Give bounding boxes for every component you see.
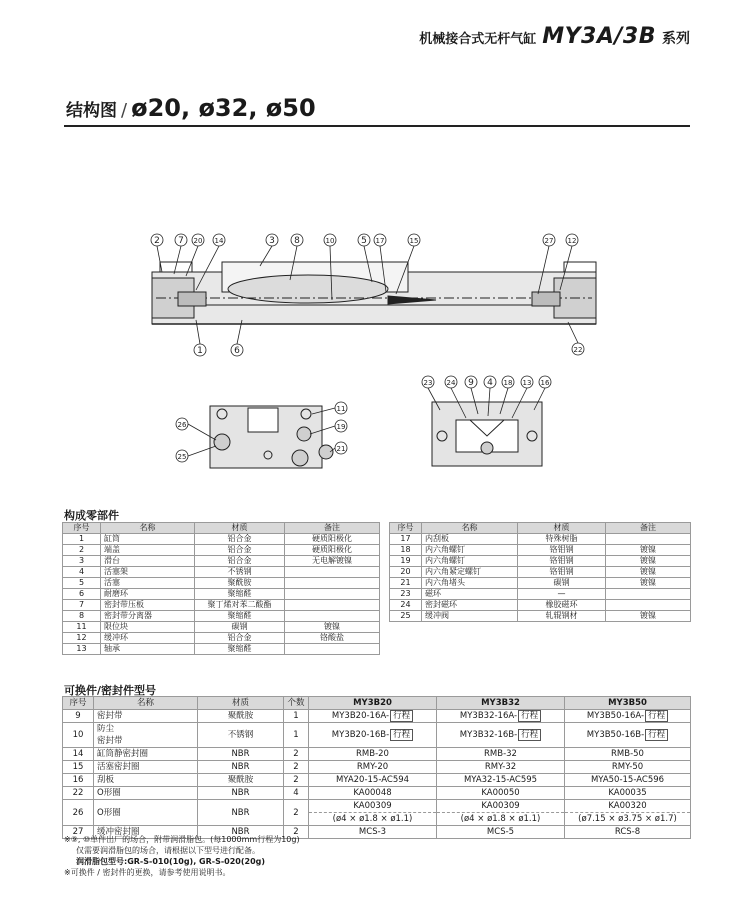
cushion-left-shape [178,292,206,306]
stroke-tag: 行程 [390,729,413,741]
repl-material: NBR [198,787,284,800]
parts-header-name: 名称 [101,523,195,534]
repl-model-code: KA00050 [481,788,520,798]
repl-model-32 [437,774,565,787]
repl-name: 活塞密封圈 [94,761,198,774]
table-row [63,644,380,655]
table-row [63,545,380,556]
part-material: 铝合金 [195,633,285,644]
repl-material: NBR [198,826,284,839]
repl-header-my3b20: MY3B20 [309,697,437,710]
page-header [419,24,690,49]
repl-model-50 [565,800,691,813]
piston-shape [228,275,388,303]
repl-no: 16 [63,774,94,787]
part-material: 铬钼钢 [518,545,606,556]
repl-name: O形圈 [94,800,198,826]
header-series: 系列 [662,31,690,47]
replacement-table [62,696,691,839]
svg-text:8: 8 [294,236,300,246]
table-row [63,611,380,622]
parts-header-note: 备注 [606,523,691,534]
part-no: 24 [390,600,422,611]
repl-model-32 [437,787,565,800]
parts-header-material: 材质 [195,523,285,534]
repl-model-20 [309,787,437,800]
note-4: ※可换件 / 密封件的更换，请参考使用说明书。 [64,868,231,877]
repl-model-50 [565,826,691,839]
note-3-label: 润滑脂包型号: [76,857,128,866]
repl-no: 10 [63,723,94,748]
repl-model-code: KA00309 [481,801,520,811]
repl-header-material: 材质 [198,697,284,710]
svg-text:25: 25 [177,453,187,461]
table-row [63,748,691,761]
part-no: 17 [390,534,422,545]
part-note: 镀镍 [606,556,691,567]
part-no: 11 [63,622,101,633]
part-name: 密封磁环 [422,600,518,611]
footnotes [64,834,300,878]
table-row [63,622,380,633]
part-material: 聚缩醛 [195,589,285,600]
part-note: 镀镍 [606,545,691,556]
svg-text:14: 14 [214,237,224,245]
repl-material: NBR [198,800,284,826]
repl-model-code: MCS-3 [358,827,387,837]
part-material: 聚缩醛 [195,611,285,622]
stroke-tag: 行程 [645,710,668,722]
parts-table-right [389,522,691,622]
svg-text:15: 15 [409,237,419,245]
repl-model-code: MYA20-15-AC594 [335,775,410,785]
note-3 [64,856,300,867]
svg-text:7: 7 [178,236,184,246]
repl-dimension-20: (ø4 × ø1.8 × ø1.1) [309,813,437,826]
svg-text:4: 4 [487,378,493,388]
table-row [63,567,380,578]
repl-no: 14 [63,748,94,761]
repl-header-name: 名称 [94,697,198,710]
table-row [63,800,691,813]
parts-header-note: 备注 [285,523,380,534]
parts-table-title: 构成零部件 [64,509,119,522]
cushion-right-shape [532,292,560,306]
part-no: 19 [390,556,422,567]
part-material: 聚酰胺 [195,578,285,589]
repl-model-code: MY3B32-16B- [459,730,518,740]
part-note: 硬质阳极化 [285,545,380,556]
table-row [63,589,380,600]
table-row [390,578,691,589]
repl-model-20 [309,774,437,787]
repl-model-20 [309,826,437,839]
part-name: 耐磨环 [101,589,195,600]
part-material: — [518,589,606,600]
repl-model-code: KA00035 [608,788,647,798]
part-no: 6 [63,589,101,600]
part-note [285,611,380,622]
repl-model-code: KA00320 [608,801,647,811]
repl-header-qty: 个数 [284,697,309,710]
part-material: 碳钢 [195,622,285,633]
part-name: 磁环 [422,589,518,600]
repl-dimension-32: (ø4 × ø1.8 × ø1.1) [437,813,565,826]
table-row [63,761,691,774]
repl-no: 22 [63,787,94,800]
repl-name: 刮板 [94,774,198,787]
header-model: MY3A/3B [542,24,656,49]
callout-23 [422,376,440,410]
table-row [390,589,691,600]
part-name: 内刮板 [422,534,518,545]
table-row [63,556,380,567]
svg-text:9: 9 [468,378,474,388]
part-no: 7 [63,600,101,611]
table-row [63,578,380,589]
part-note: 镀镍 [285,622,380,633]
repl-model-20 [309,710,437,723]
svg-text:5: 5 [361,236,367,246]
section-title [66,94,316,122]
part-note [606,534,691,545]
repl-model-32 [437,826,565,839]
repl-qty: 2 [284,761,309,774]
repl-model-code: RMB-20 [356,749,389,759]
repl-model-code: MY3B32-16A- [459,711,518,721]
svg-text:16: 16 [540,379,550,387]
part-name: 内六角螺钉 [422,556,518,567]
svg-text:24: 24 [446,379,456,387]
part-note: 镀镍 [606,611,691,622]
svg-text:13: 13 [522,379,532,387]
part-name: 密封带压板 [101,600,195,611]
part-name: 缓冲环 [101,633,195,644]
table-row [390,567,691,578]
part-note [285,644,380,655]
section-title-sep: / [121,100,128,121]
svg-text:10: 10 [325,237,335,245]
part-no: 12 [63,633,101,644]
part-note [285,567,380,578]
part-material: 铬钼钢 [518,556,606,567]
replacement-table-title: 可换件/密封件型号 [64,684,157,697]
table-row [63,723,691,748]
part-material: 不锈钢 [195,567,285,578]
svg-text:22: 22 [573,346,583,354]
part-name: 缸筒 [101,534,195,545]
parts-table-left [62,522,380,655]
svg-text:27: 27 [544,237,554,245]
end-view-left [210,406,333,468]
repl-model-20 [309,723,437,748]
repl-model-code: KA00309 [353,801,392,811]
repl-qty: 2 [284,826,309,839]
part-no: 13 [63,644,101,655]
repl-qty: 4 [284,787,309,800]
repl-name: 缸筒静密封圈 [94,748,198,761]
svg-text:26: 26 [177,421,187,429]
repl-qty: 2 [284,748,309,761]
repl-dimension-50: (ø7.15 × ø3.75 × ø1.7) [565,813,691,826]
parts-header-material: 材质 [518,523,606,534]
repl-qty: 2 [284,800,309,826]
repl-model-50 [565,723,691,748]
callout-22 [568,322,584,355]
repl-model-32 [437,800,565,813]
callout-3 [260,234,278,266]
part-name: 密封带分离器 [101,611,195,622]
part-no: 4 [63,567,101,578]
repl-model-code: MY3B50-16A- [586,711,645,721]
part-material: 轧辊钢材 [518,611,606,622]
note-3-value: GR-S-010(10g), GR-S-020(20g) [127,857,266,866]
repl-model-code: MYA50-15-AC596 [590,775,665,785]
table-row [390,545,691,556]
part-material: 铝合金 [195,545,285,556]
section-title-text: 结构图 [66,101,117,121]
repl-model-50 [565,761,691,774]
section-rule [64,125,690,127]
table-row [390,556,691,567]
part-no: 3 [63,556,101,567]
section-title-sizes: ø20, ø32, ø50 [131,94,316,122]
repl-header-my3b32: MY3B32 [437,697,565,710]
repl-model-32 [437,710,565,723]
repl-no: 27 [63,826,94,839]
part-name: 端盖 [101,545,195,556]
part-note [285,578,380,589]
part-name: 活塞 [101,578,195,589]
repl-material: 不锈钢 [198,723,284,748]
part-no: 18 [390,545,422,556]
repl-model-code: RCS-8 [614,827,641,837]
repl-model-code: RMB-50 [611,749,644,759]
part-note: 镀镍 [606,578,691,589]
part-note: 硬质阳极化 [285,534,380,545]
repl-qty: 2 [284,774,309,787]
repl-material: 聚酰胺 [198,774,284,787]
repl-model-20 [309,800,437,813]
table-row [390,600,691,611]
part-material: 聚缩醛 [195,644,285,655]
repl-model-code: MY3B20-16A- [331,711,390,721]
part-name: 限位块 [101,622,195,633]
part-note: 镀镍 [606,567,691,578]
repl-model-20 [309,761,437,774]
callout-6 [231,320,243,356]
right-top-block [564,262,596,272]
parts-header-no: 序号 [390,523,422,534]
table-row [63,710,691,723]
svg-text:20: 20 [193,237,203,245]
repl-model-code: MCS-5 [486,827,515,837]
repl-model-code: MY3B20-16B- [331,730,390,740]
repl-qty: 1 [284,710,309,723]
repl-material: 聚酰胺 [198,710,284,723]
repl-model-code: RMY-32 [484,762,517,772]
repl-model-50 [565,774,691,787]
table-row [63,600,380,611]
svg-text:19: 19 [336,423,346,431]
repl-model-32 [437,761,565,774]
note-1: ※⑨, ⑩单件出厂的场合，附带润滑脂包。(每1000mm行程为10g) [64,835,300,844]
part-material: 铬钼钢 [518,567,606,578]
part-material: 铝合金 [195,556,285,567]
table-row [390,534,691,545]
part-note: 无电解镀镍 [285,556,380,567]
repl-material: NBR [198,761,284,774]
structure-drawing [0,130,750,500]
svg-text:1: 1 [197,346,203,356]
svg-text:21: 21 [336,445,346,453]
part-note [606,589,691,600]
callout-2 [151,234,163,272]
svg-text:2: 2 [154,236,160,246]
part-material: 特殊树脂 [518,534,606,545]
repl-material: NBR [198,748,284,761]
part-no: 1 [63,534,101,545]
part-note [285,589,380,600]
part-material: 聚丁烯对苯二酸酯 [195,600,285,611]
repl-model-32 [437,723,565,748]
repl-name: O形圈 [94,787,198,800]
part-name: 内六角紧定螺钉 [422,567,518,578]
repl-model-code: MYA32-15-AC595 [463,775,538,785]
callout-20 [186,234,204,276]
repl-name: 缓冲密封圈 [94,826,198,839]
repl-qty: 1 [284,723,309,748]
part-material: 橡胶磁环 [518,600,606,611]
callout-1 [194,320,206,356]
stroke-tag: 行程 [645,729,668,741]
main-section-view [152,262,596,324]
stroke-tag: 行程 [390,710,413,722]
part-name: 轴承 [101,644,195,655]
part-note [606,600,691,611]
part-no: 2 [63,545,101,556]
repl-model-32 [437,748,565,761]
repl-model-code: MY3B50-16B- [586,730,645,740]
part-name: 滑台 [101,556,195,567]
svg-text:3: 3 [269,236,275,246]
part-no: 23 [390,589,422,600]
part-note [285,600,380,611]
end-view-right [432,402,542,466]
part-no: 5 [63,578,101,589]
repl-no: 15 [63,761,94,774]
part-note: 铬酸盐 [285,633,380,644]
repl-no: 26 [63,800,94,826]
table-row [63,774,691,787]
part-no: 8 [63,611,101,622]
part-material: 铝合金 [195,534,285,545]
repl-model-code: RMY-20 [356,762,389,772]
part-name: 内六角堵头 [422,578,518,589]
repl-model-20 [309,748,437,761]
repl-no: 9 [63,710,94,723]
table-row [63,633,380,644]
part-name: 缓冲阀 [422,611,518,622]
svg-text:23: 23 [423,379,433,387]
header-title: 机械接合式无杆气缸 [419,32,537,47]
repl-name: 密封带 [94,710,198,723]
part-material: 碳钢 [518,578,606,589]
repl-model-code: KA00048 [353,788,392,798]
svg-text:11: 11 [336,405,346,413]
repl-header-my3b50: MY3B50 [565,697,691,710]
part-name: 内六角螺钉 [422,545,518,556]
stroke-tag: 行程 [518,729,541,741]
part-name: 活塞架 [101,567,195,578]
table-row [63,787,691,800]
part-no: 20 [390,567,422,578]
stroke-tag: 行程 [518,710,541,722]
svg-text:18: 18 [503,379,513,387]
note-2: 仅需要润滑脂包的场合，请根据以下型号进行配备。 [76,846,260,855]
repl-name: 防尘 密封带 [94,723,198,748]
part-no: 21 [390,578,422,589]
repl-header-no: 序号 [63,697,94,710]
table-row [390,611,691,622]
repl-model-50 [565,748,691,761]
parts-header-name: 名称 [422,523,518,534]
svg-text:6: 6 [234,346,240,356]
svg-text:12: 12 [567,237,577,245]
parts-header-no: 序号 [63,523,101,534]
end-view-left-slot [248,408,278,432]
table-row [63,534,380,545]
repl-model-code: RMY-50 [611,762,644,772]
repl-model-50 [565,710,691,723]
repl-model-code: RMB-32 [484,749,517,759]
repl-model-50 [565,787,691,800]
svg-text:17: 17 [375,237,385,245]
part-no: 25 [390,611,422,622]
